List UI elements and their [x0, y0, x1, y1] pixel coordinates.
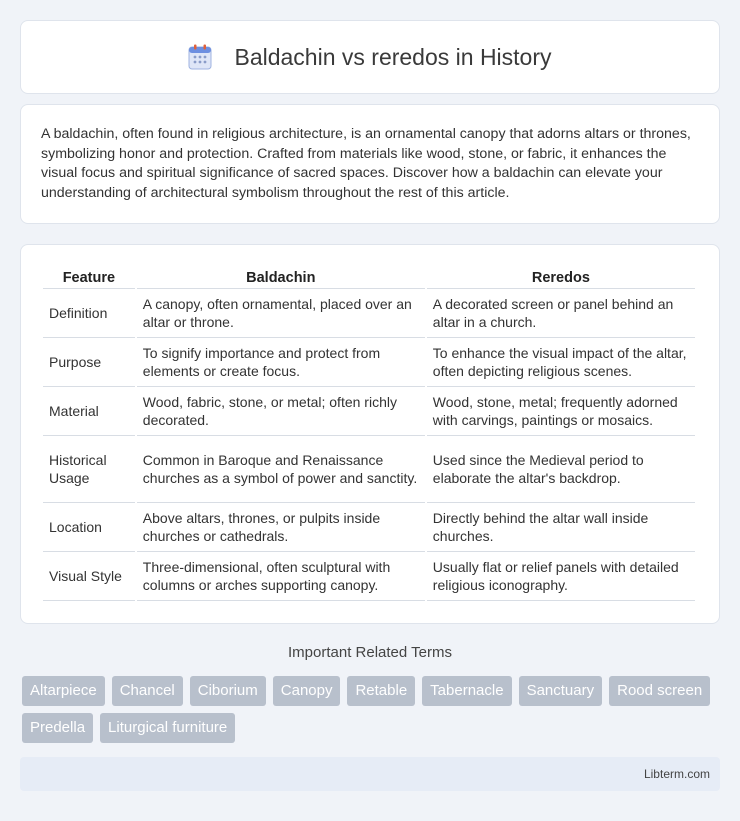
row-baldachin: Wood, fabric, stone, or metal; often richly decorated.: [137, 387, 425, 436]
row-feature: Visual Style: [43, 552, 135, 601]
page-title: Baldachin vs reredos in History: [234, 43, 552, 70]
tag-tabernacle[interactable]: Tabernacle: [422, 676, 511, 706]
tag-canopy[interactable]: Canopy: [273, 676, 341, 706]
tag-liturgical-furniture[interactable]: Liturgical furniture: [100, 713, 235, 743]
row-reredos: Wood, stone, metal; frequently adorned with carvings, paintings or mosaics.: [427, 387, 695, 436]
intro-card: [20, 104, 720, 224]
tag-chancel[interactable]: Chancel: [112, 676, 183, 706]
row-reredos: Used since the Medieval period to elaborate the altar's backdrop.: [427, 436, 695, 503]
row-baldachin: To signify importance and protect from elements or create focus.: [137, 338, 425, 387]
header-reredos: Reredos: [427, 265, 695, 289]
row-baldachin: A canopy, often ornamental, placed over an altar or throne.: [137, 289, 425, 338]
header-baldachin: Baldachin: [137, 265, 425, 289]
tag-ciborium[interactable]: Ciborium: [190, 676, 266, 706]
related-tags: [22, 676, 722, 743]
tag-rood-screen[interactable]: Rood screen: [609, 676, 710, 706]
table-row: [43, 289, 695, 338]
title-card: [20, 20, 720, 94]
comparison-card: [20, 244, 720, 624]
row-feature: Location: [43, 503, 135, 552]
row-baldachin: Common in Baroque and Renaissance churches as a symbol of power and sanctity.: [137, 436, 425, 503]
row-feature: Historical Usage: [43, 436, 135, 503]
tag-predella[interactable]: Predella: [22, 713, 93, 743]
table-row: [43, 338, 695, 387]
table-row: [43, 503, 695, 552]
tag-altarpiece[interactable]: Altarpiece: [22, 676, 105, 706]
tag-retable[interactable]: Retable: [347, 676, 415, 706]
table-row: [43, 387, 695, 436]
related-terms-title: Important Related Terms: [288, 644, 452, 661]
row-reredos: Directly behind the altar wall inside churches.: [427, 503, 695, 552]
table-row: [43, 436, 695, 503]
comparison-table: [41, 265, 697, 601]
header-feature: Feature: [43, 265, 135, 289]
table-row: [43, 552, 695, 601]
footer-site-link[interactable]: Libterm.com: [643, 767, 710, 781]
row-feature: Definition: [43, 289, 135, 338]
row-feature: Material: [43, 387, 135, 436]
footer: [20, 757, 720, 791]
row-reredos: Usually flat or relief panels with detailed religious iconography.: [427, 552, 695, 601]
intro-paragraph: A baldachin, often found in religious architecture, is an ornamental canopy that adorns altars or thrones, symbolizing honor and protection. Crafted from materials like wood, stone, or fabric, it enhances the visual focus and spiritual significance of sacred spaces. Discover how a baldachin can elevate your understanding of architectural symbolism throughout the rest of this article.: [41, 126, 691, 201]
row-baldachin: Three-dimensional, often sculptural with columns or arches supporting canopy.: [137, 552, 425, 601]
calendar-icon: [188, 44, 212, 70]
row-feature: Purpose: [43, 338, 135, 387]
row-reredos: To enhance the visual impact of the altar, often depicting religious scenes.: [427, 338, 695, 387]
table-header-row: [43, 265, 695, 289]
row-reredos: A decorated screen or panel behind an altar in a church.: [427, 289, 695, 338]
row-baldachin: Above altars, thrones, or pulpits inside churches or cathedrals.: [137, 503, 425, 552]
tag-sanctuary[interactable]: Sanctuary: [519, 676, 603, 706]
